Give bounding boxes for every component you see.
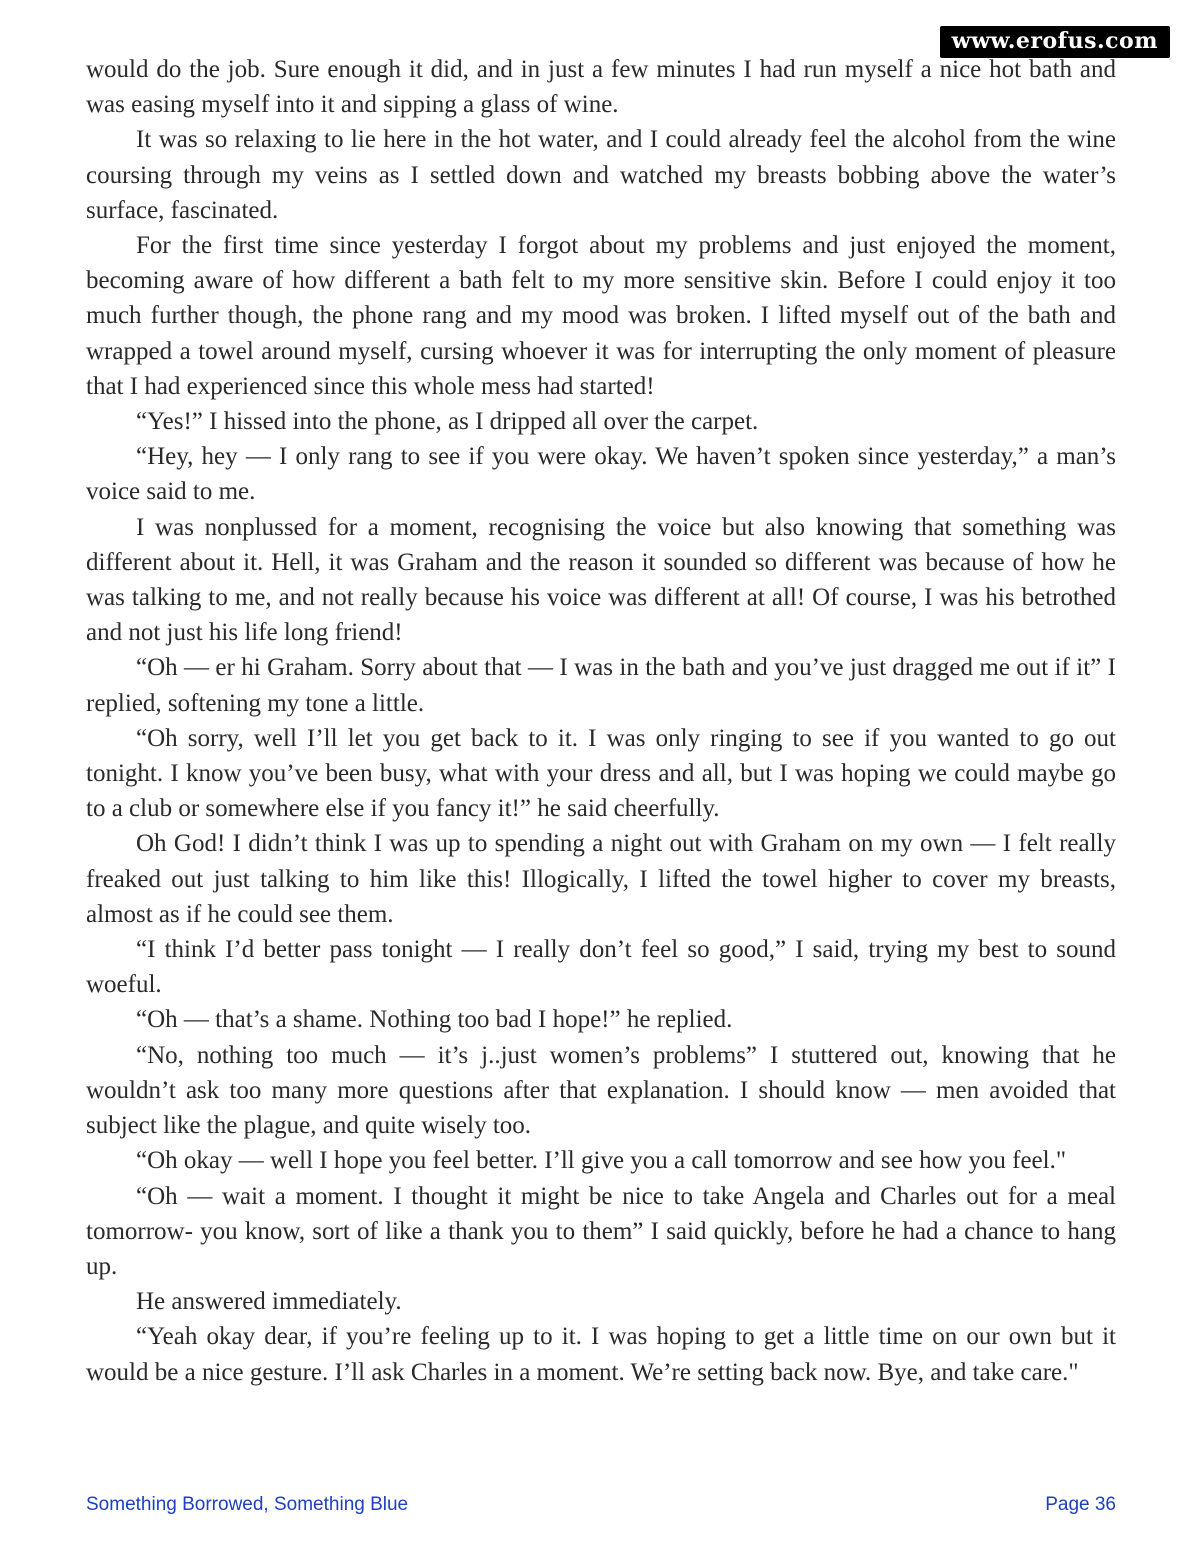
paragraph: “Oh — wait a moment. I thought it might be nice to take Angela and Charles out for a meal tomorrow- you know, sort of like a thank you to them” I said quickly, before he had a chance to hang up. (86, 1182, 1116, 1280)
footer-book-title: Something Borrowed, Something Blue (86, 1494, 409, 1515)
paragraph: I was nonplussed for a moment, recognising the voice but also knowing that something was different about it. Hell, it was Graham and the reason it sounded so different was because of how he was talking to me, and not really because his voice was different at all! Of course, I was his betrothed and not just his life long friend! (86, 513, 1116, 647)
paragraph: “Yeah okay dear, if you’re feeling up to it. I was hoping to get a little time on our own but it would be a nice gesture. I’ll ask Charles in a moment. We’re setting back now. Bye, and take care." (86, 1323, 1116, 1386)
paragraph: Oh God! I didn’t think I was up to spending a night out with Graham on my own — I felt really freaked out just talking to him like this! Illogically, I lifted the towel higher to cover my breasts, almost as if he could see them. (86, 830, 1116, 928)
page-footer (86, 1494, 1116, 1516)
paragraph: “I think I’d better pass tonight — I really don’t feel so good,” I said, trying my best to sound woeful. (86, 936, 1116, 999)
paragraph: “No, nothing too much — it’s j..just women’s problems” I stuttered out, knowing that he wouldn’t ask too many more questions after that explanation. I should know — men avoided that subject like the plague, and quite wisely too. (86, 1041, 1116, 1140)
paragraph: would do the job. Sure enough it did, and in just a few minutes I had run myself a nice hot bath and was easing myself into it and sipping a glass of wine. (86, 56, 1116, 119)
paragraph: “Oh sorry, well I’ll let you get back to it. I was only ringing to see if you wanted to go out tonight. I know you’ve been busy, what with your dress and all, but I was hoping we could maybe go to a club or somewhere else if you fancy it!” he said cheerfully. (86, 724, 1116, 823)
paragraph: For the first time since yesterday I forgot about my problems and just enjoyed the moment, becoming aware of how different a bath felt to my more sensitive skin. Before I could enjoy it too much further though, the phone rang and my mood was broken. I lifted myself out of the bath and wrapped a towel around myself, cursing whoever it was for interrupting the only moment of pleasure that I had experienced since this whole mess had started! (86, 232, 1116, 400)
watermark-logo: www.erofus.com (940, 26, 1170, 58)
paragraph: “Hey, hey — I only rang to see if you were okay. We haven’t spoken since yesterday,” a man’s voice said to me. (86, 443, 1116, 506)
paragraph: “Oh — that’s a shame. Nothing too bad I hope!” he replied. (136, 1006, 733, 1034)
paragraph: “Oh — er hi Graham. Sorry about that — I was in the bath and you’ve just dragged me out if it” I replied, softening my tone a little. (86, 654, 1116, 717)
footer-page-number: Page 36 (1045, 1494, 1116, 1515)
page-body (86, 52, 1116, 1390)
paragraph: It was so relaxing to lie here in the hot water, and I could already feel the alcohol from the wine coursing through my veins as I settled down and watched my breasts bobbing above the water’s surface, fascinated. (86, 126, 1116, 224)
paragraph: “Yes!” I hissed into the phone, as I dripped all over the carpet. (136, 408, 759, 436)
paragraph: He answered immediately. (136, 1288, 402, 1316)
paragraph: “Oh okay — well I hope you feel better. I’ll give you a call tomorrow and see how you feel." (136, 1147, 1067, 1175)
